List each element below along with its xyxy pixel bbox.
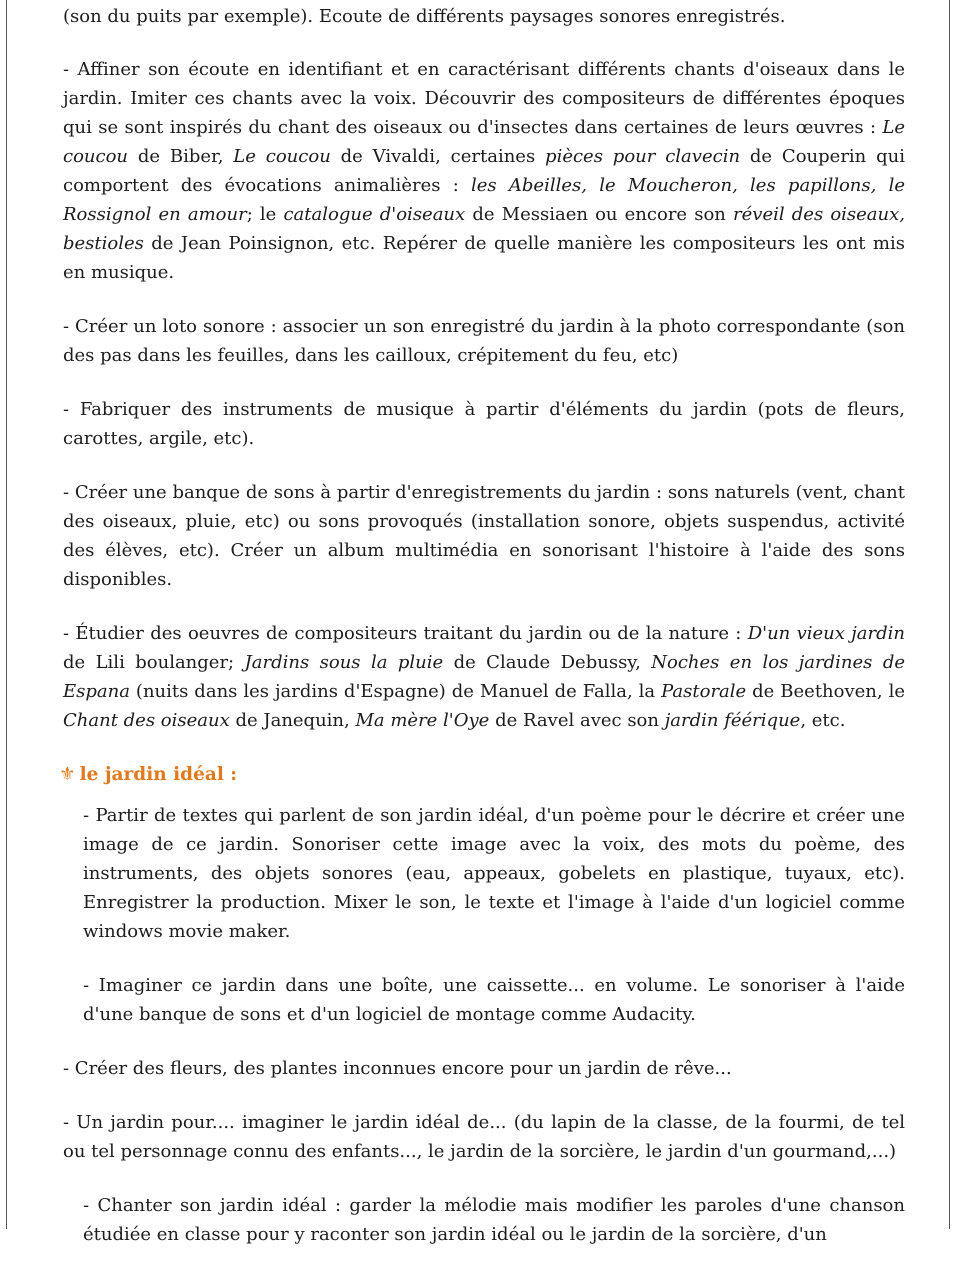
- work-title: pièces pour clavecin: [545, 146, 741, 167]
- text-run: (nuits dans les jardins d'Espagne) de Manuel de Falla, la: [129, 681, 662, 702]
- text-run: de Biber,: [128, 146, 234, 167]
- fleur-de-lis-icon: ⚜: [59, 764, 76, 785]
- work-title: réveil des oiseaux, bestioles: [63, 204, 906, 254]
- paragraph-sound-bank: - Créer une banque de sons à partir d'enregistrements du jardin : sons naturels (vent, chant des oiseaux, pluie, etc) ou sons provoqués (installation sonore, objets suspendus, activité des élèves, etc). Créer un album multimédia en sonorisant l'histoire à l'aide des sons disponibles.: [63, 482, 905, 590]
- work-title: Pastorale: [661, 681, 747, 702]
- text-run: de Jean Poinsignon, etc. Repérer de quelle manière les compositeurs les ont mis en musique.: [63, 233, 905, 283]
- work-title: jardin féérique: [664, 710, 801, 731]
- paragraph-ideal-poem: - Partir de textes qui parlent de son jardin idéal, d'un poème pour le décrire et créer une image de ce jardin. Sonoriser cette image avec la voix, des mots du poème, des instruments, des objets sonores (eau, appeaux, gobelets en plastique, tuyaux, etc). Enregistrer la production. Mixer le son, le texte et l'image à l'aide d'un logiciel comme windows movie maker.: [83, 805, 905, 942]
- text-run: - Affiner son écoute en identifiant et en caractérisant différents chants d'oiseaux dans le jardin. Imiter ces chants avec la voix. Découvrir des compositeurs de différentes époques qui se sont inspirés du chant des oiseaux ou d'insectes dans certaines de leurs œuvres :: [63, 59, 905, 138]
- paragraph-ideal-flowers: - Créer des fleurs, des plantes inconnues encore pour un jardin de rêve...: [63, 1058, 732, 1079]
- text-run: de Beethoven, le: [746, 681, 905, 702]
- paragraph-loto: - Créer un loto sonore : associer un son enregistré du jardin à la photo correspondante (son des pas dans les feuilles, dans les cailloux, crépitement du feu, etc): [63, 316, 905, 366]
- text-run: , etc.: [800, 710, 846, 731]
- text-run: de Ravel avec son: [489, 710, 665, 731]
- work-title: Chant des oiseaux: [63, 710, 230, 731]
- work-title: D'un vieux jardin: [747, 623, 906, 644]
- paragraph-birdsong: [63, 55, 905, 287]
- paragraph-ideal-box: - Imaginer ce jardin dans une boîte, une caissette... en volume. Le sonoriser à l'aide d'une banque de sons et d'un logiciel de montage comme Audacity.: [83, 975, 905, 1025]
- text-run: de Claude Debussy,: [443, 652, 652, 673]
- text-run: de Lili boulanger;: [63, 652, 245, 673]
- paragraph-instruments: - Fabriquer des instruments de musique à partir d'éléments du jardin (pots de fleurs, carottes, argile, etc).: [63, 399, 905, 449]
- paragraph: (son du puits par exemple). Ecoute de différents paysages sonores enregistrés.: [63, 6, 786, 27]
- text-run: de Janequin,: [229, 710, 356, 731]
- work-title: Noches en los jardines de Espana: [63, 652, 906, 702]
- work-title: les Abeilles, le Moucheron, les papillons, le Rossignol en amour: [63, 175, 906, 225]
- text-run: - Étudier des oeuvres de compositeurs traitant du jardin ou de la nature :: [63, 623, 748, 644]
- document-page: [6, 0, 950, 1245]
- work-title: catalogue d'oiseaux: [283, 204, 466, 225]
- work-title: Jardins sous la pluie: [244, 652, 444, 673]
- paragraph-composers: [63, 619, 905, 735]
- document-body: [59, 2, 906, 1274]
- text-run: de Couperin qui comportent des évocations animalières :: [63, 146, 905, 196]
- paragraph-ideal-for: - Un jardin pour.... imaginer le jardin idéal de... (du lapin de la classe, de la fourmi, de tel ou tel personnage connu des enfants..., le jardin de la sorcière, le jardin d'un gourmand,...): [63, 1112, 905, 1162]
- section-title: le jardin idéal :: [79, 764, 238, 785]
- work-title: Le coucou: [233, 146, 331, 167]
- paragraph-ideal-song: - Chanter son jardin idéal : garder la mélodie mais modifier les paroles d'une chanson étudiée en classe pour y raconter son jardin idéal ou le jardin de la sorcière, d'un: [83, 1195, 905, 1245]
- text-run: de Messiaen ou encore son: [465, 204, 734, 225]
- work-title: Ma mère l'Oye: [355, 710, 490, 731]
- text-run: de Vivaldi, certaines: [330, 146, 546, 167]
- work-title: Le coucou: [63, 117, 905, 167]
- text-run: ; le: [246, 204, 284, 225]
- section-heading: [59, 760, 905, 789]
